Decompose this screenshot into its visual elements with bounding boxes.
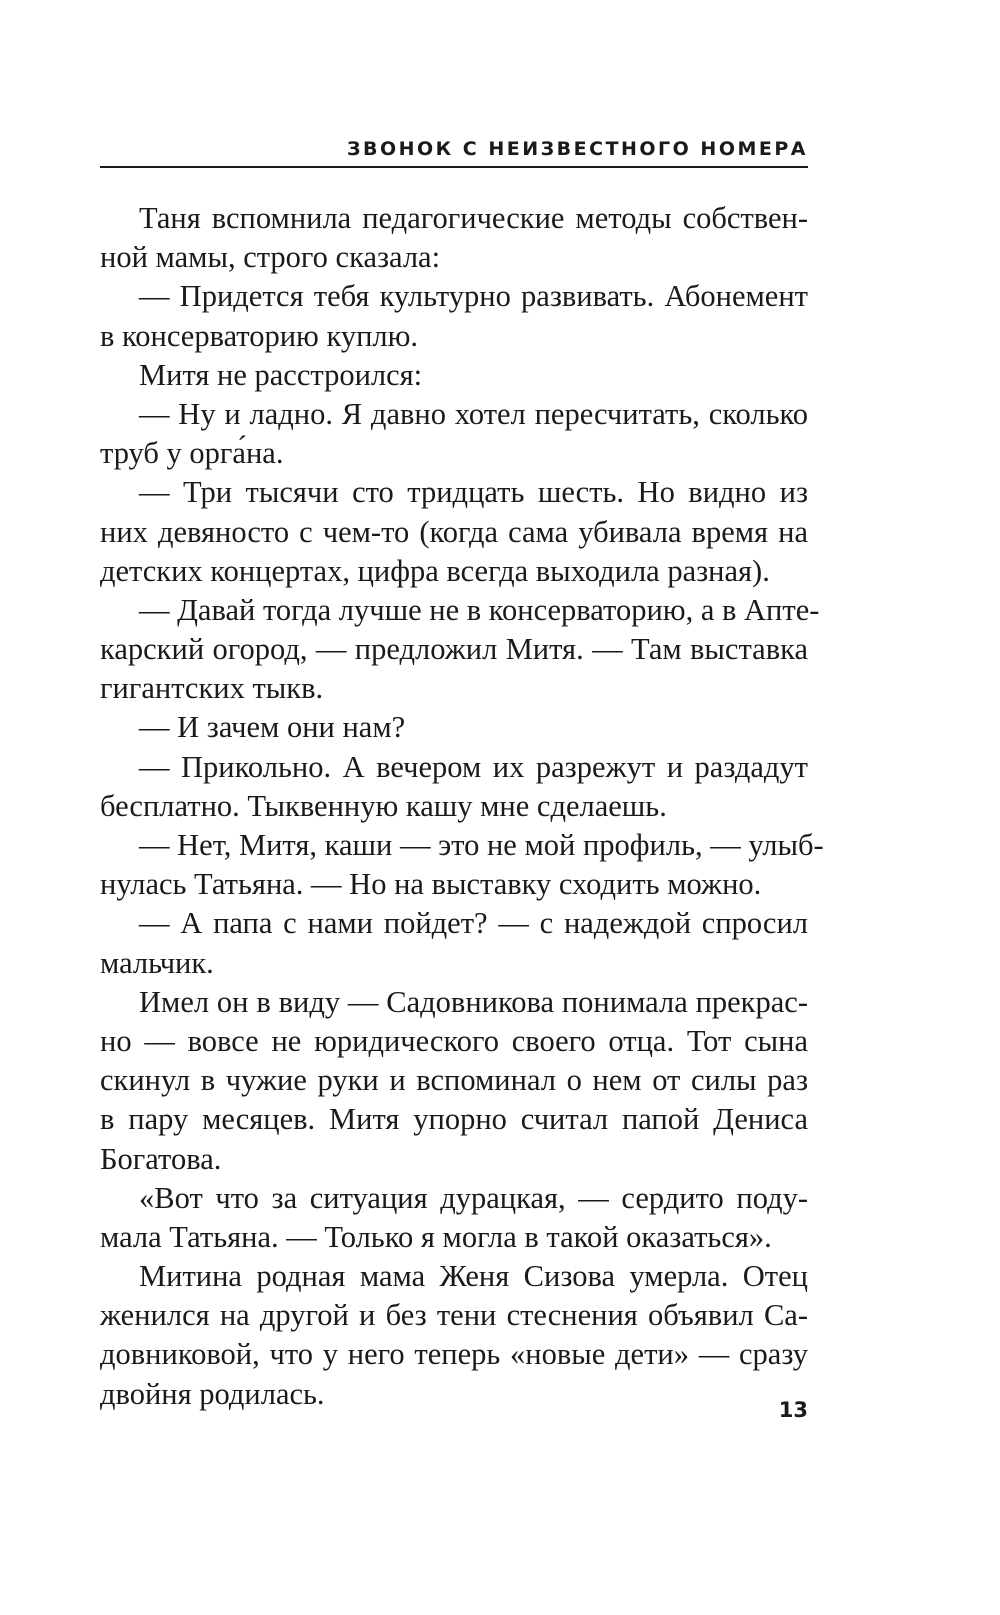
text-line: бесплатно. Тыквенную кашу мне сделаешь. <box>100 788 667 823</box>
text-line: — Прикольно. А вечером их разрежут и раздадут <box>139 749 808 784</box>
text-line: карский огород, — предложил Митя. — Там выставка <box>100 632 808 667</box>
text-line: в консерваторию куплю. <box>100 318 419 353</box>
running-head <box>100 138 808 168</box>
text-line: детских концертах, цифра всегда выходила разная). <box>100 553 770 588</box>
text-line: — А папа с нами пойдет? — с надеждой спросил <box>139 906 808 941</box>
text-line: них девяносто с чем-то (когда сама убивала время на <box>100 514 808 549</box>
text-line: — Ну и ладно. Я давно хотел пересчитать, сколько <box>139 396 808 431</box>
text-line: Митина родная мама Женя Сизова умерла. Отец <box>139 1259 808 1294</box>
running-head-title: ЗВОНОК С НЕИЗВЕСТНОГО НОМЕРА <box>346 138 808 160</box>
text-line: женился на другой и без тени стеснения объявил Са- <box>100 1298 808 1333</box>
text-line: скинул в чужие руки и вспоминал о нем от силы раз <box>100 1063 808 1098</box>
text-line: нулась Татьяна. — Но на выставку сходить можно. <box>100 867 762 902</box>
text-line: двойня родилась. <box>100 1376 325 1411</box>
text-line: — Давай тогда лучше не в консерваторию, а в Апте- <box>139 592 820 627</box>
text-line: гигантских тыкв. <box>100 671 324 706</box>
page-number: 13 <box>778 1398 808 1422</box>
text-line: Митя не расстроился: <box>139 357 423 392</box>
text-line: — Придется тебя культурно развивать. Абонемент <box>139 279 808 314</box>
text-line: — Три тысячи сто тридцать шесть. Но видно из <box>139 475 808 510</box>
text-line: «Вот что за ситуация дурацкая, — сердито поду- <box>139 1180 808 1215</box>
text-line: Таня вспомнила педагогические методы собствен- <box>139 201 808 235</box>
text-line: — Нет, Митя, каши — это не мой профиль, — улыб- <box>139 828 824 862</box>
text-line: мала Татьяна. — Только я могла в такой оказаться». <box>100 1219 772 1254</box>
text-line: Богатова. <box>100 1141 222 1176</box>
text-line: в пару месяцев. Митя упорно считал папой Дениса <box>100 1102 808 1137</box>
text-line: мальчик. <box>100 945 214 980</box>
text-line: труб у орга́на. <box>100 436 284 471</box>
text-line: но — вовсе не юридического своего отца. Тот сына <box>100 1023 808 1058</box>
text-line: довниковой, что у него теперь «новые дети» — сразу <box>100 1337 808 1372</box>
text-line: ной мамы, строго сказала: <box>100 240 441 275</box>
body-text <box>100 199 824 1414</box>
text-line: — И зачем они нам? <box>139 710 406 745</box>
text-line: Имел он в виду — Садовникова понимала прекрас- <box>139 984 808 1019</box>
